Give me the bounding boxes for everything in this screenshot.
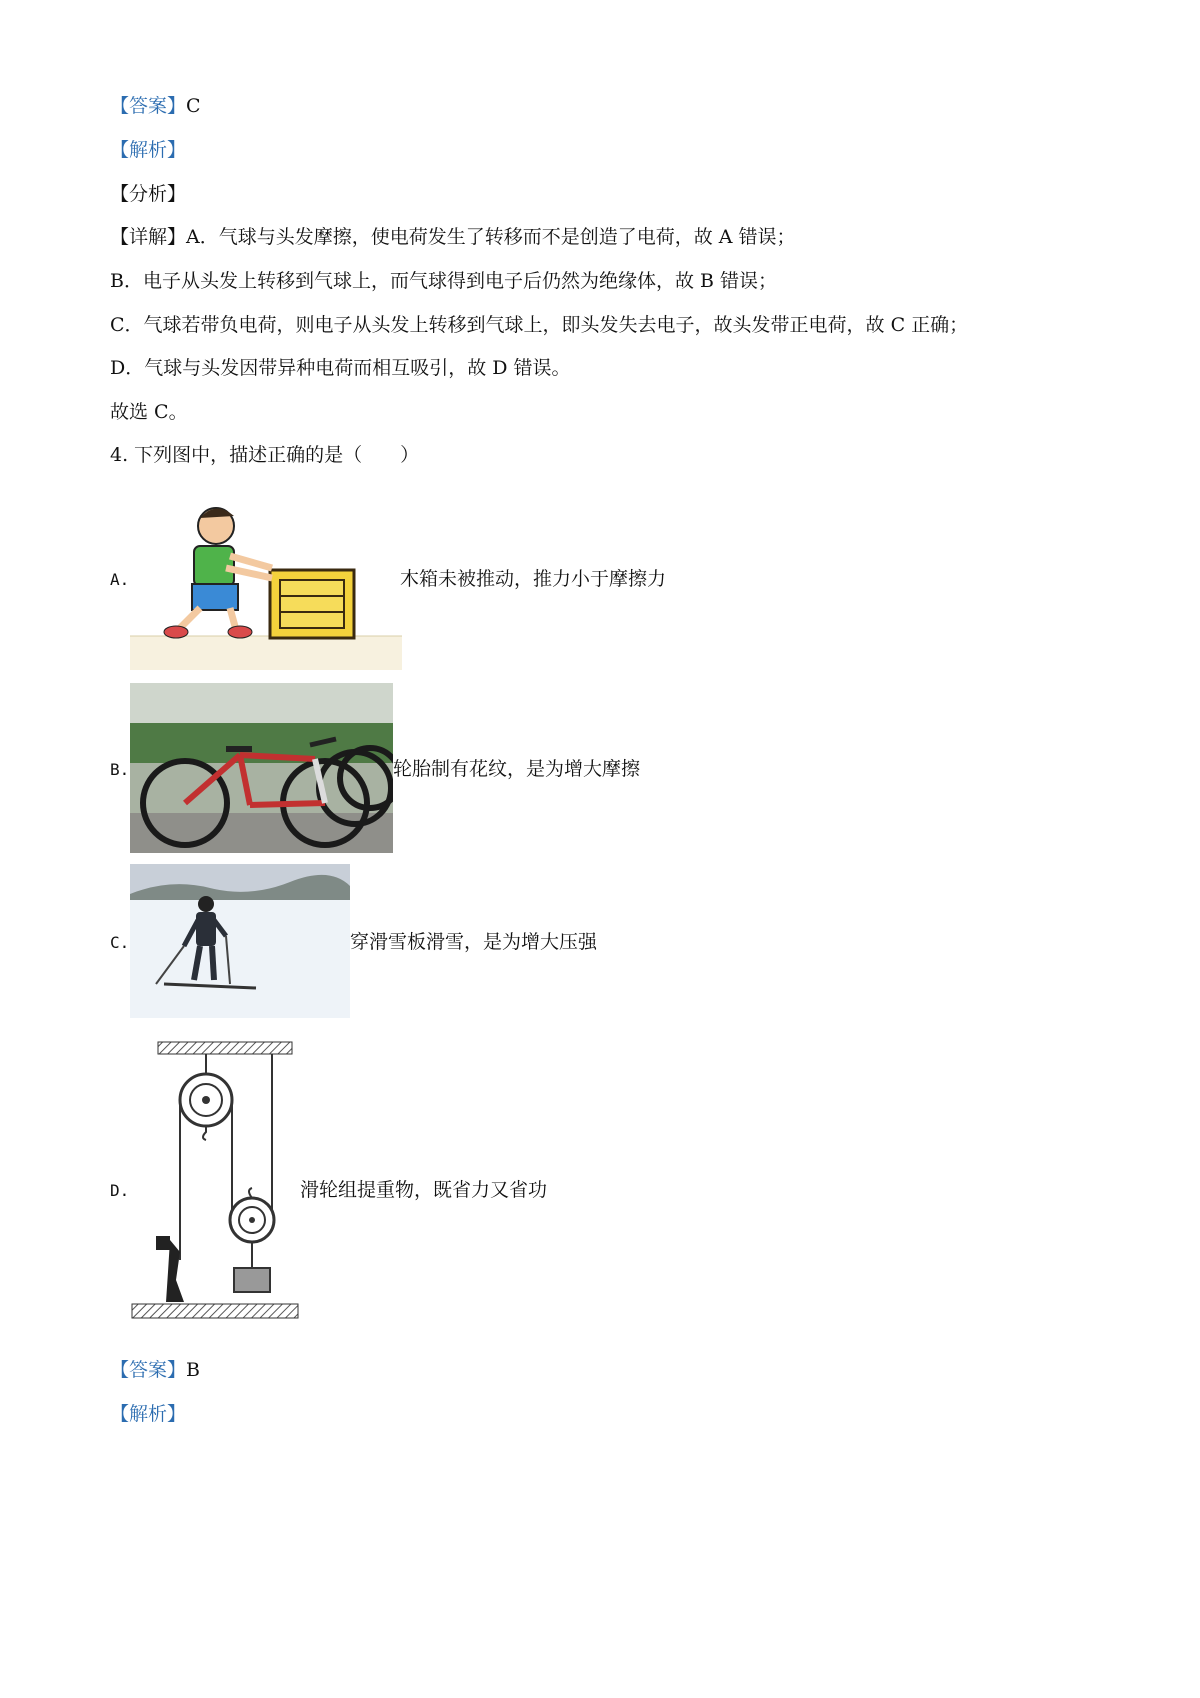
option-d-text: 滑轮组提重物，既省力又省功 [300, 1179, 548, 1201]
option-b-image [130, 683, 393, 853]
option-d-letter: D. [110, 1181, 130, 1200]
analysis-tag: 【解析】 [110, 1403, 187, 1425]
answer-value: C [186, 95, 201, 117]
prev-analysis-tag: 【解析】 [110, 139, 187, 161]
detail-b: B．电子从头发上转移到气球上，而气球得到电子后仍然为绝缘体，故 B 错误； [110, 270, 778, 292]
question-4: 4. 下列图中，描述正确的是（ ） [110, 444, 420, 466]
answer [110, 1358, 200, 1382]
detail-d: D．气球与头发因带异种电荷而相互吸引，故 D 错误。 [110, 357, 571, 379]
option-a-image [130, 498, 402, 670]
option-c-letter: C. [110, 933, 130, 952]
option-c-text: 穿滑雪板滑雪，是为增大压强 [350, 931, 598, 953]
detail-c: C．气球若带负电荷，则电子从头发上转移到气球上，即头发失去电子，故头发带正电荷，故 C 正确； [110, 314, 969, 336]
answer-value: B [186, 1359, 200, 1381]
option-b-letter: B. [110, 760, 130, 779]
fenxi-heading: 【分析】 [110, 183, 187, 205]
option-c-image [130, 864, 350, 1018]
prev-answer [110, 94, 201, 118]
answer-tag: 【答案】 [110, 95, 187, 117]
option-a-letter: A. [110, 570, 130, 589]
option-d-image [130, 1040, 300, 1325]
answer-tag: 【答案】 [110, 1359, 187, 1381]
conclusion: 故选 C。 [110, 401, 188, 423]
option-b-text: 轮胎制有花纹，是为增大摩擦 [393, 758, 641, 780]
option-a-text: 木箱未被推动，推力小于摩擦力 [400, 568, 667, 590]
detail-a: 【详解】A．气球与头发摩擦，使电荷发生了转移而不是创造了电荷，故 A 错误； [110, 226, 796, 248]
